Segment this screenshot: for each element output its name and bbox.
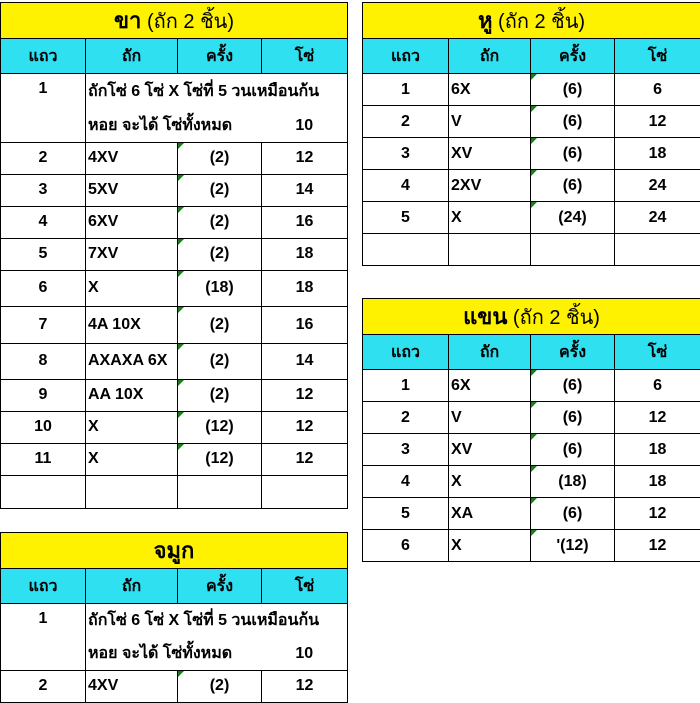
row-number: 5 [1, 238, 86, 270]
header-stitch: ถัก [449, 39, 531, 74]
table-row [1, 238, 348, 270]
row-number: 4 [363, 170, 449, 202]
table-row [363, 402, 700, 434]
row-times: (12) [178, 411, 262, 443]
table-row [363, 530, 700, 562]
row-times: (2) [178, 306, 262, 343]
row-number: 11 [1, 443, 86, 475]
table-row [363, 202, 700, 234]
row-stitch: X [86, 270, 178, 306]
table-row [1, 206, 348, 238]
row-chains: 18 [615, 466, 700, 498]
row-times: (6) [531, 402, 615, 434]
row-chains: 14 [262, 174, 348, 206]
row-number: 2 [1, 670, 86, 702]
row-number: 3 [363, 138, 449, 170]
empty-row [1, 475, 348, 508]
header-stitch: ถัก [449, 335, 531, 370]
table-row [1, 306, 348, 343]
row-number: 3 [1, 174, 86, 206]
row-stitch: AXAXA 6X [86, 343, 178, 379]
arm-title [363, 299, 700, 335]
row-number: 1 [1, 604, 86, 671]
arm-table [362, 298, 700, 562]
row-times: (2) [178, 174, 262, 206]
row-times: (2) [178, 379, 262, 411]
row-number: 5 [363, 498, 449, 530]
table-row [363, 370, 700, 402]
row-times: (6) [531, 498, 615, 530]
row-note-line1: ถักโซ่ 6 โซ่ X โซ่ที่ 5 วนเหมือนก้น [86, 74, 348, 110]
row-note-line2: หอย จะได้ โซ่ทั้งหมด [86, 110, 262, 143]
nose-title: จมูก [1, 533, 348, 569]
row-stitch: V [449, 106, 531, 138]
row-stitch: XA [449, 498, 531, 530]
header-times: ครั้ง [178, 39, 262, 74]
header-chains: โซ่ [262, 569, 348, 604]
row-times: (2) [178, 238, 262, 270]
row-number: 2 [363, 106, 449, 138]
leg-table [0, 2, 348, 509]
row-note-line1: ถักโซ่ 6 โซ่ X โซ่ที่ 5 วนเหมือนก้น [86, 604, 348, 638]
row-chains: 6 [615, 370, 700, 402]
table-row [1, 74, 348, 110]
row-chains: 14 [262, 343, 348, 379]
row-stitch: X [449, 202, 531, 234]
row-times: (6) [531, 434, 615, 466]
row-chains: 18 [262, 238, 348, 270]
table-row [1, 174, 348, 206]
row-chains: 12 [262, 670, 348, 702]
row-stitch: 6XV [86, 206, 178, 238]
empty-row [363, 234, 700, 266]
table-row [1, 443, 348, 475]
row-number: 6 [1, 270, 86, 306]
header-times: ครั้ง [531, 39, 615, 74]
ear-table [362, 2, 700, 266]
row-number: 5 [363, 202, 449, 234]
row-chains: 18 [615, 434, 700, 466]
header-times: ครั้ง [531, 335, 615, 370]
row-chains: 12 [262, 379, 348, 411]
arm-header-row [363, 335, 700, 370]
ear-title [363, 3, 700, 39]
header-stitch: ถัก [86, 39, 178, 74]
nose-table [0, 532, 348, 703]
row-stitch: XV [449, 434, 531, 466]
leg-title [1, 3, 348, 39]
row-times: (2) [178, 670, 262, 702]
header-row-number: แถว [1, 569, 86, 604]
table-row [363, 498, 700, 530]
row-stitch: X [449, 466, 531, 498]
row-chains: 16 [262, 306, 348, 343]
header-row-number: แถว [1, 39, 86, 74]
header-row-number: แถว [363, 335, 449, 370]
header-chains: โซ่ [615, 39, 700, 74]
row-number: 4 [1, 206, 86, 238]
table-row [1, 379, 348, 411]
row-stitch: 7XV [86, 238, 178, 270]
table-row [363, 106, 700, 138]
row-number: 2 [363, 402, 449, 434]
row-chains: 12 [615, 498, 700, 530]
row-chains: 12 [615, 106, 700, 138]
row-chains: 12 [262, 411, 348, 443]
table-row [363, 138, 700, 170]
table-row [1, 270, 348, 306]
header-chains: โซ่ [615, 335, 700, 370]
row-stitch: V [449, 402, 531, 434]
row-number: 6 [363, 530, 449, 562]
row-chains: 18 [262, 270, 348, 306]
table-row [1, 343, 348, 379]
row-times: (6) [531, 370, 615, 402]
row-stitch: X [449, 530, 531, 562]
row-number: 9 [1, 379, 86, 411]
row-stitch: XV [449, 138, 531, 170]
row-stitch: AA 10X [86, 379, 178, 411]
row-times: (18) [178, 270, 262, 306]
row-chains: 12 [615, 402, 700, 434]
row-times: (2) [178, 343, 262, 379]
table-row [1, 411, 348, 443]
row-times: (2) [178, 206, 262, 238]
row-chains: 12 [262, 142, 348, 174]
row-times: (6) [531, 138, 615, 170]
row-stitch: 4XV [86, 670, 178, 702]
row-stitch: 4XV [86, 142, 178, 174]
row-chains: 12 [615, 530, 700, 562]
row-times: (6) [531, 170, 615, 202]
row-times: '(12) [531, 530, 615, 562]
row-chains: 24 [615, 170, 700, 202]
table-row [363, 434, 700, 466]
table-row [363, 74, 700, 106]
table-row [363, 170, 700, 202]
row-number: 7 [1, 306, 86, 343]
row-stitch: 6X [449, 74, 531, 106]
table-row [1, 604, 348, 638]
header-row-number: แถว [363, 39, 449, 74]
row-number: 1 [363, 74, 449, 106]
row-stitch: 4A 10X [86, 306, 178, 343]
arm-subtitle: (ถัก 2 ชิ้น) [513, 307, 600, 329]
row-times: (18) [531, 466, 615, 498]
row-stitch: X [86, 443, 178, 475]
row-times: (6) [531, 106, 615, 138]
row-stitch: 2XV [449, 170, 531, 202]
row-number: 2 [1, 142, 86, 174]
table-row [363, 466, 700, 498]
row-times: (6) [531, 74, 615, 106]
row-chains: 10 [262, 110, 348, 143]
ear-header-row [363, 39, 700, 74]
row-number: 3 [363, 434, 449, 466]
row-stitch: 6X [449, 370, 531, 402]
table-row [1, 142, 348, 174]
nose-header-row [1, 569, 348, 604]
leg-header-row [1, 39, 348, 74]
row-number: 4 [363, 466, 449, 498]
ear-subtitle: (ถัก 2 ชิ้น) [498, 11, 585, 33]
row-chains: 16 [262, 206, 348, 238]
row-number: 8 [1, 343, 86, 379]
row-chains: 18 [615, 138, 700, 170]
header-stitch: ถัก [86, 569, 178, 604]
row-number: 1 [363, 370, 449, 402]
row-times: (12) [178, 443, 262, 475]
row-number: 10 [1, 411, 86, 443]
table-row [1, 670, 348, 702]
row-times: (24) [531, 202, 615, 234]
row-stitch: 5XV [86, 174, 178, 206]
row-stitch: X [86, 411, 178, 443]
row-note-line2: หอย จะได้ โซ่ทั้งหมด [86, 638, 262, 671]
row-chains: 12 [262, 443, 348, 475]
row-chains: 10 [262, 638, 348, 671]
row-chains: 24 [615, 202, 700, 234]
row-number: 1 [1, 74, 86, 143]
row-chains: 6 [615, 74, 700, 106]
arm-title-text: แขน [463, 304, 507, 329]
leg-title-text: ขา [114, 8, 141, 33]
leg-subtitle: (ถัก 2 ชิ้น) [147, 11, 234, 33]
ear-title-text: หู [478, 8, 493, 33]
header-times: ครั้ง [178, 569, 262, 604]
header-chains: โซ่ [262, 39, 348, 74]
row-times: (2) [178, 142, 262, 174]
